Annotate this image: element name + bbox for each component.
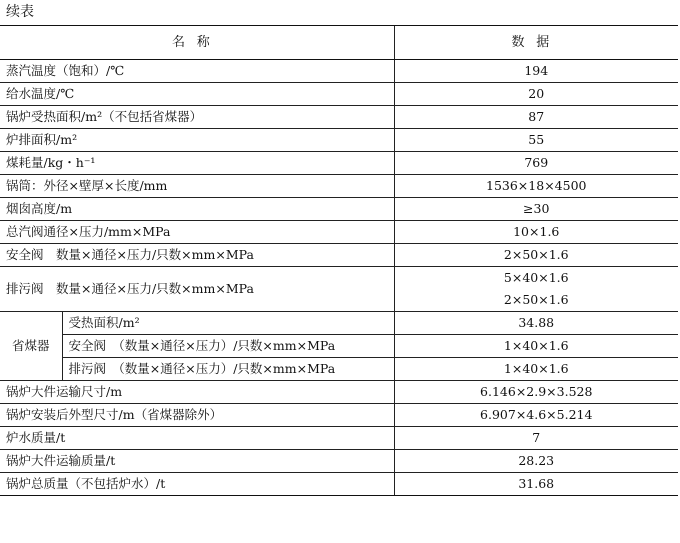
row-value: 55 bbox=[394, 129, 678, 152]
economizer-row-value: 34.88 bbox=[394, 312, 678, 335]
row-value: 1536×18×4500 bbox=[394, 175, 678, 198]
table-row bbox=[0, 129, 678, 152]
row-name: 锅筒：外径×壁厚×长度/mm bbox=[0, 175, 394, 198]
header-name bbox=[0, 26, 394, 60]
row-name: 烟囱高度/m bbox=[0, 198, 394, 221]
table-row bbox=[0, 60, 678, 83]
table-row bbox=[0, 152, 678, 175]
row-value: ≥30 bbox=[394, 198, 678, 221]
row-name: 锅炉安装后外型尺寸/m（省煤器除外） bbox=[0, 404, 394, 427]
blowdown-values bbox=[394, 267, 678, 312]
row-name: 蒸汽温度（饱和）/℃ bbox=[0, 60, 394, 83]
row-name: 炉排面积/m² bbox=[0, 129, 394, 152]
row-value: 28.23 bbox=[394, 450, 678, 473]
row-name: 锅炉大件运输质量/t bbox=[0, 450, 394, 473]
row-value: 7 bbox=[394, 427, 678, 450]
row-value: 6.146×2.9×3.528 bbox=[394, 381, 678, 404]
blowdown-value-2: 2×50×1.6 bbox=[503, 292, 569, 307]
blowdown-value-1: 5×40×1.6 bbox=[503, 270, 569, 285]
economizer-row-name: 受热面积/m² bbox=[62, 312, 394, 335]
row-value: 2×50×1.6 bbox=[394, 244, 678, 267]
spec-table bbox=[0, 25, 678, 496]
row-value: 194 bbox=[394, 60, 678, 83]
table-caption: 续表 bbox=[6, 4, 34, 20]
economizer-label: 省煤器 bbox=[0, 312, 62, 381]
row-value: 20 bbox=[394, 83, 678, 106]
economizer-row-value: 1×40×1.6 bbox=[394, 335, 678, 358]
table-row bbox=[0, 381, 678, 404]
row-name: 给水温度/℃ bbox=[0, 83, 394, 106]
economizer-row-value: 1×40×1.6 bbox=[394, 358, 678, 381]
table-row bbox=[0, 404, 678, 427]
row-value: 31.68 bbox=[394, 473, 678, 496]
row-name: 炉水质量/t bbox=[0, 427, 394, 450]
table-row bbox=[0, 106, 678, 129]
economizer-row-name: 排污阀 （数量×通径×压力）/只数×mm×MPa bbox=[62, 358, 394, 381]
header-name-text: 名称 bbox=[172, 34, 222, 50]
table-row bbox=[0, 450, 678, 473]
table-row bbox=[0, 244, 678, 267]
row-value: 769 bbox=[394, 152, 678, 175]
table-row bbox=[0, 175, 678, 198]
row-value: 6.907×4.6×5.214 bbox=[394, 404, 678, 427]
table-row bbox=[0, 83, 678, 106]
row-name: 煤耗量/kg・h⁻¹ bbox=[0, 152, 394, 175]
economizer-row-name: 安全阀 （数量×通径×压力）/只数×mm×MPa bbox=[62, 335, 394, 358]
row-name: 锅炉总质量（不包括炉水）/t bbox=[0, 473, 394, 496]
blowdown-name: 排污阀 数量×通径×压力/只数×mm×MPa bbox=[0, 267, 394, 312]
economizer-row bbox=[0, 335, 678, 358]
row-name: 安全阀 数量×通径×压力/只数×mm×MPa bbox=[0, 244, 394, 267]
row-name: 总汽阀通径×压力/mm×MPa bbox=[0, 221, 394, 244]
table-row bbox=[0, 427, 678, 450]
row-value: 87 bbox=[394, 106, 678, 129]
table-row bbox=[0, 221, 678, 244]
table-row bbox=[0, 473, 678, 496]
row-name: 锅炉受热面积/m²（不包括省煤器） bbox=[0, 106, 394, 129]
row-name: 锅炉大件运输尺寸/m bbox=[0, 381, 394, 404]
table-row-blowdown bbox=[0, 267, 678, 312]
header-value bbox=[394, 26, 678, 60]
header-row bbox=[0, 26, 678, 60]
economizer-row bbox=[0, 312, 678, 335]
row-value: 10×1.6 bbox=[394, 221, 678, 244]
table-row bbox=[0, 198, 678, 221]
header-value-text: 数据 bbox=[511, 34, 561, 50]
economizer-row bbox=[0, 358, 678, 381]
